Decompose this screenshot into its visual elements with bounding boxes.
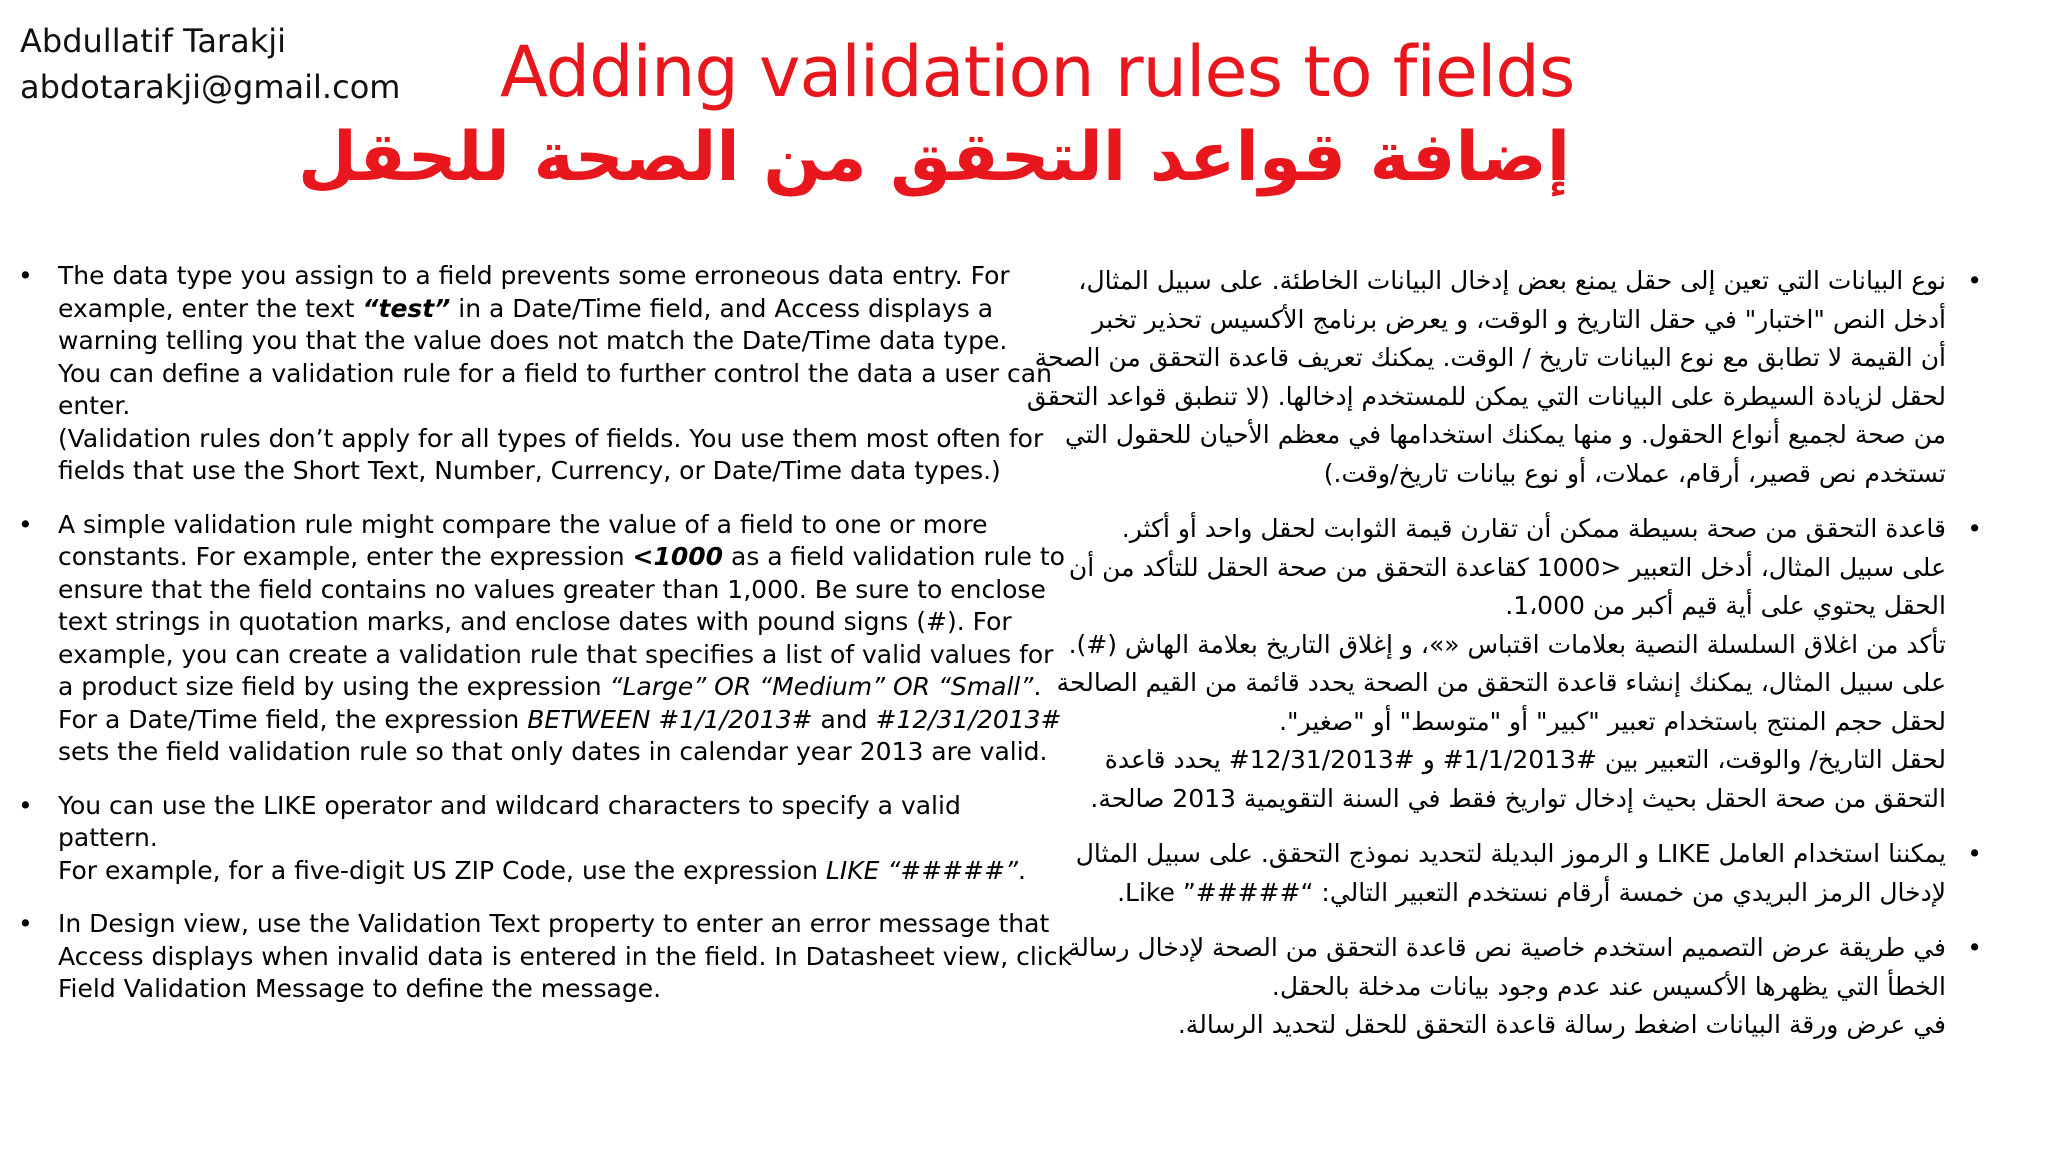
text-line: For a Date/Time field, the expression BETWEEN #1/1/2013# and #12/31/2013# [58, 704, 1062, 734]
arabic-point-simple-rule [1050, 510, 1982, 818]
text-line: على سبيل المثال، يمكنك إنشاء قاعدة التحقق من الصحة يحدد قائمة من القيم الصالحة [1056, 668, 1946, 697]
text-line: The data type you assign to a field prevents some erroneous data entry. For [58, 261, 1010, 290]
english-bullet-list [18, 260, 1072, 1006]
english-point-validation-text [18, 908, 1072, 1006]
author-block [20, 18, 400, 110]
text-line: التحقق من صحة الحقل بحيث إدخال تواريخ فقط في السنة التقويمية 2013 صالحة. [1090, 783, 1946, 813]
text-line: تأكد من اغلاق السلسلة النصية بعلامات اقتباس «»، و إغلاق التاريخ بعلامة الهاش (#). [1068, 629, 1946, 659]
text-line: For example, for a five-digit US ZIP Code, use the expression LIKE “#####”. [58, 855, 1026, 885]
text-line: لإدخال الرمز البريدي من خمسة أرقام نستخدم التعبير التالي: “#####” Like. [1117, 877, 1946, 907]
text-line: warning telling you that the value does not match the Date/Time data type. [58, 326, 1008, 355]
text-line: الخطأ التي يظهرها الأكسيس عند عدم وجود بيانات مدخلة بالحقل. [1271, 971, 1946, 1001]
text-line: على سبيل المثال، أدخل التعبير <1000 كقاعدة التحقق من صحة الحقل للتأكد من أن [1068, 552, 1946, 582]
text-line: a product size field by using the expression “Large” OR “Medium” OR “Small”. [58, 672, 1042, 701]
bullet-icon: • [1967, 266, 1982, 295]
bullet-icon: • [18, 261, 33, 290]
english-point-simple-rule [18, 509, 1065, 769]
arabic-bullet-list [1026, 262, 1982, 1045]
text-line: enter. [58, 391, 131, 420]
english-column [18, 260, 1072, 1027]
expression-like-zip: LIKE “#####” [825, 855, 1018, 885]
bullet-icon: • [1967, 839, 1982, 868]
text-line: من صحة لجميع أنواع الحقول. و منها يمكنك استخدامها في معظم الأحيان للحقول التي [1064, 420, 1946, 449]
text-line: example, you can create a validation rule that specifies a list of valid values for [58, 639, 1054, 669]
text-line: A simple validation rule might compare the value of a field to one or more [58, 509, 988, 539]
title-arabic: إضافة قواعد التحقق من الصحة للحقل [297, 118, 1570, 197]
bullet-icon: • [1967, 933, 1982, 962]
author-name: Abdullatif Tarakji [20, 22, 286, 60]
text-line: أن القيمة لا تطابق مع نوع البيانات تاريخ / الوقت. يمكنك تعريف قاعدة التحقق من الصحة [1034, 343, 1946, 372]
arabic-point-data-type [1026, 262, 1982, 493]
text-line: example, enter the text “test” in a Date/Time field, and Access displays a [58, 293, 994, 323]
title-english: Adding validation rules to fields [500, 31, 1575, 113]
text-line: sets the field validation rule so that only dates in calendar year 2013 are valid. [58, 737, 1048, 766]
bullet-icon: • [18, 909, 33, 938]
text-line: constants. For example, enter the expression <1000 as a field validation rule to [58, 542, 1065, 571]
text-line: قاعدة التحقق من صحة بسيطة ممكن أن تقارن قيمة الثوابت لحقل واحد أو أكثر. [1121, 514, 1946, 543]
text-line: In Design view, use the Validation Text property to enter an error message that [58, 909, 1050, 938]
bullet-icon: • [18, 790, 33, 820]
arabic-point-validation-text [1050, 929, 1982, 1045]
text-line: ensure that the field contains no values greater than 1,000. Be sure to enclose [58, 574, 1046, 604]
expression-between-start: BETWEEN #1/1/2013# [527, 704, 813, 734]
text-line: لحقل التاريخ/ والوقت، التعبير بين #1/1/2013# و #12/31/2013# يحدد قاعدة [1104, 745, 1946, 774]
text-line: pattern. [58, 823, 158, 852]
text-line: لحقل حجم المنتج باستخدام تعبير "كبير" أو "متوسط" أو "صغير". [1279, 706, 1946, 736]
text-line: Access displays when invalid data is entered in the field. In Datasheet view, click [58, 941, 1072, 971]
text-line: Field Validation Message to define the message. [58, 974, 662, 1003]
text-line: نوع البيانات التي تعين إلى حقل يمنع بعض إدخال البيانات الخاطئة. على سبيل المثال، [1078, 266, 1946, 295]
text-line: fields that use the Short Text, Number, Currency, or Date/Time data types.) [58, 456, 1001, 485]
text-line: لحقل لزيادة السيطرة على البيانات التي يمكن للمستخدم إدخالها. (لا تنطبق قواعد التحقق [1026, 381, 1946, 411]
english-point-data-type [18, 260, 1052, 488]
text-line: You can define a validation rule for a field to further control the data a user can [58, 358, 1052, 388]
text-line: (Validation rules don’t apply for all types of fields. You use them most often for [58, 423, 1044, 453]
expression-less-than-1000: <1000 [632, 542, 724, 571]
text-line: text strings in quotation marks, and enclose dates with pound signs (#). For [58, 607, 1012, 636]
example-text-test: “test” [362, 293, 451, 323]
text-line: تستخدم نص قصير، أرقام، عملات، أو نوع بيانات تاريخ/وقت.) [1323, 458, 1946, 488]
text-line: في عرض ورقة البيانات اضغط رسالة قاعدة التحقق للحقل لتحديد الرسالة. [1177, 1010, 1946, 1039]
arabic-column [1026, 262, 1982, 1062]
expression-between-end: #12/31/2013# [875, 704, 1062, 734]
text-line: أدخل النص "اختبار" في حقل التاريخ و الوقت، و يعرض برنامج الأكسيس تحذير تخبر [1092, 304, 1946, 334]
author-email: abdotarakji@gmail.com [20, 68, 401, 106]
bullet-icon: • [1967, 514, 1982, 543]
text-line: الحقل يحتوي على أية قيم أكبر من 1،000. [1505, 591, 1946, 620]
text-line: يمكننا استخدام العامل LIKE و الرموز البديلة لتحديد نموذج التحقق. على سبيل المثال [1075, 839, 1946, 868]
arabic-point-like-operator [1050, 835, 1982, 912]
bullet-icon: • [18, 509, 33, 539]
text-line: في طريقة عرض التصميم استخدم خاصية نص قاعدة التحقق من الصحة لإدخال رسالة [1067, 933, 1946, 962]
text-line: You can use the LIKE operator and wildcard characters to specify a valid [58, 790, 961, 820]
english-point-like-operator [18, 790, 1048, 888]
expression-size-list: “Large” OR “Medium” OR “Small” [609, 672, 1034, 701]
